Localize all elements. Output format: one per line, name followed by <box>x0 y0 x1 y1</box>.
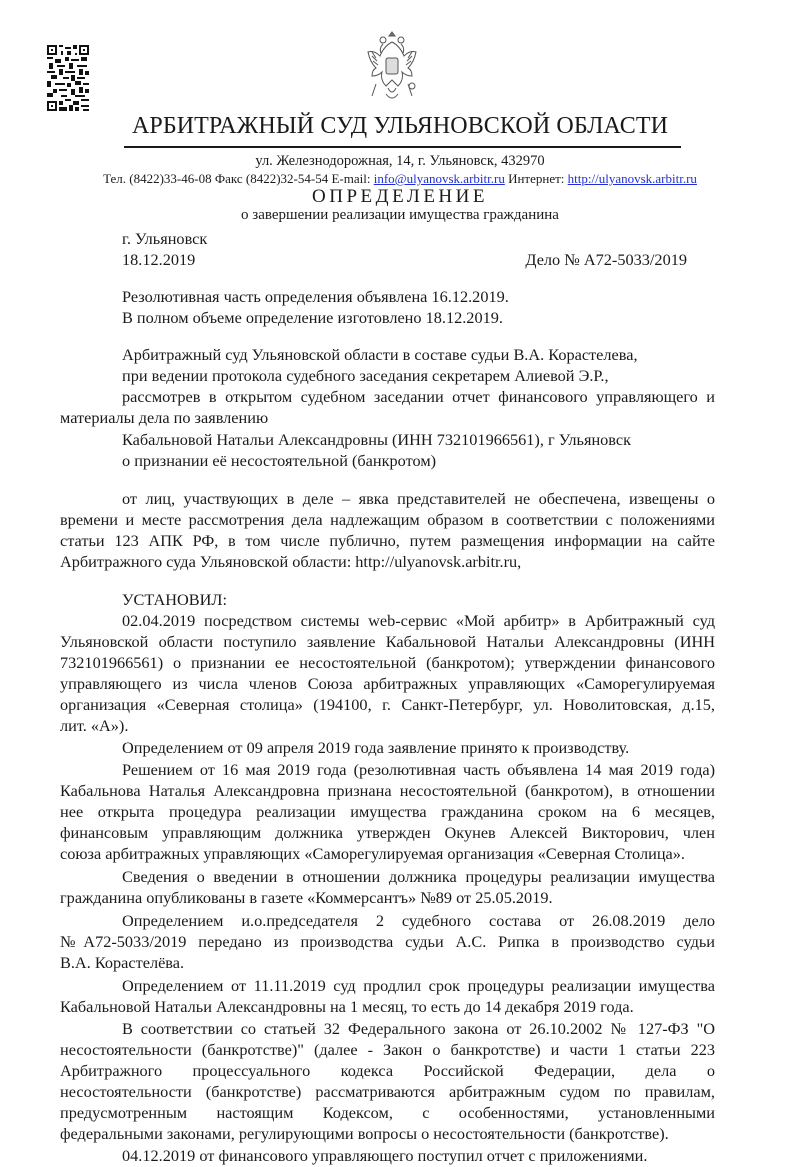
paragraph-line: Сведения о введении в отношении должника процедуры реализации имущества <box>122 867 715 886</box>
paragraph-line: Определением от 11.11.2019 суд продлил срок процедуры реализации имущества <box>122 976 715 995</box>
paragraph-line: статьи 123 АПК РФ, в том числе публично, путем размещения информации на сайте <box>60 531 715 550</box>
paragraph-line: нее открыта процедура реализации имущества гражданина сроком на 6 месяцев, <box>60 802 715 821</box>
paragraph-line: 02.04.2019 посредством системы web-сервис «Мой арбитр» в Арбитражный суд <box>122 611 715 630</box>
website-link[interactable]: http://ulyanovsk.arbitr.ru <box>567 171 697 186</box>
paragraph-line: несостоятельности (банкротстве)" (далее - Закон о банкротстве) и части 1 статьи 223 <box>60 1040 715 1059</box>
paragraph-line: несостоятельности (банкротстве) рассматриваются арбитражным судом по правилам, <box>60 1082 715 1101</box>
section-heading-established: УСТАНОВИЛ: <box>122 590 227 609</box>
paragraph-line: Арбитражного суда Ульяновской области: http://ulyanovsk.arbitr.ru, <box>60 552 522 571</box>
qr-code-icon <box>47 45 89 111</box>
paragraph-line: союза арбитражных управляющих «Саморегулируемая организация «Северная Столица». <box>60 844 685 863</box>
paragraph-line: Ульяновской области поступило заявление Кабальновой Натальи Александровны (ИНН <box>60 632 715 651</box>
paragraph-line: Решением от 16 мая 2019 года (резолютивная часть объявлена 14 мая 2019 года) <box>122 760 715 779</box>
paragraph-line: при ведении протокола судебного заседания секретарем Алиевой Э.Р., <box>122 366 609 385</box>
paragraph-line: Арбитражный суд Ульяновской области в составе судьи В.А. Корастелева, <box>122 345 638 364</box>
paragraph-line: №А72-5033/2019 передано из производства судьи А.С. Рипка в производство судьи <box>60 932 715 951</box>
paragraph-line: федеральными законами, регулирующими вопросы о несостоятельности (банкротстве). <box>60 1124 669 1143</box>
paragraph-line: Определением и.о.председателя 2 судебного состава от 26.08.2019 дело <box>122 911 715 930</box>
resolution-announced: Резолютивная часть определения объявлена 16.12.2019. <box>122 287 509 306</box>
full-text-made: В полном объеме определение изготовлено 18.12.2019. <box>122 308 503 327</box>
paragraph-line: 732101966561) о признании ее несостоятельной (банкротом); утверждении финансового <box>60 653 715 672</box>
paragraph-line: лит. «А»). <box>60 716 129 735</box>
city: г. Ульяновск <box>122 229 208 248</box>
paragraph-line: В.А. Корастелёва. <box>60 953 185 972</box>
paragraph-line: рассмотрев в открытом судебном заседании отчет финансового управляющего и <box>122 387 715 406</box>
paragraph-line: о признании её несостоятельной (банкротом) <box>122 451 437 470</box>
paragraph-line: финансовым управляющим должника утвержден Окунев Алексей Викторович, член <box>60 823 715 842</box>
paragraph-line: 04.12.2019 от финансового управляющего поступил отчет с приложениями. <box>122 1146 648 1165</box>
paragraph-line: В соответствии со статьей 32 Федерального закона от 26.10.2002 № 127-ФЗ "О <box>122 1019 715 1038</box>
paragraph-line: Кабальнова Наталья Александровна признана несостоятельной (банкротом), в отношении <box>60 781 715 800</box>
court-contacts <box>0 171 800 187</box>
paragraph-line: Кабальновой Натальи Александровны на 1 месяц, то есть до 14 декабря 2019 года. <box>60 997 634 1016</box>
paragraph-line: организация «Северная столица» (194100, г. Санкт-Петербург, ул. Новолитовская, д.15, <box>60 695 715 714</box>
russian-coat-of-arms-icon <box>366 28 418 104</box>
contacts-phone-fax: Тел. (8422)33-46-08 Факс (8422)32-54-54 E-mail: <box>103 171 374 186</box>
paragraph-line: Арбитражного процессуального кодекса Российской Федерации, дела о <box>60 1061 715 1080</box>
paragraph-line: Определением от 09 апреля 2019 года заявление принято к производству. <box>122 738 630 757</box>
paragraph-line: гражданина опубликованы в газете «Коммерсантъ» №89 от 25.05.2019. <box>60 888 553 907</box>
case-number: Дело № А72-5033/2019 <box>525 250 687 269</box>
header-divider <box>124 146 681 148</box>
document-subtitle: о завершении реализации имущества гражданина <box>241 207 559 223</box>
email-link[interactable]: info@ulyanovsk.arbitr.ru <box>373 171 505 186</box>
court-address: ул. Железнодорожная, 14, г. Ульяновск, 432970 <box>255 153 545 169</box>
document-type: ОПРЕДЕЛЕНИЕ <box>312 186 488 207</box>
document-date: 18.12.2019 <box>122 250 196 269</box>
internet-label: Интернет: <box>504 171 568 186</box>
paragraph-line: предусмотренным настоящим Кодексом, с особенностями, установленными <box>60 1103 715 1122</box>
paragraph-line: от лиц, участвующих в деле – явка представителей не обеспечена, извещены о <box>122 489 715 508</box>
paragraph-line: времени и месте рассмотрения дела надлежащим образом в соответствии с положениями <box>60 510 715 529</box>
court-name: АРБИТРАЖНЫЙ СУД УЛЬЯНОВСКОЙ ОБЛАСТИ <box>131 113 669 139</box>
paragraph-line: материалы дела по заявлению <box>60 408 269 427</box>
paragraph-line: управляющего из числа членов Союза арбитражных управляющих «Саморегулируемая <box>60 674 715 693</box>
paragraph-line: Кабальновой Натальи Александровны (ИНН 732101966561), г Ульяновск <box>122 430 632 449</box>
